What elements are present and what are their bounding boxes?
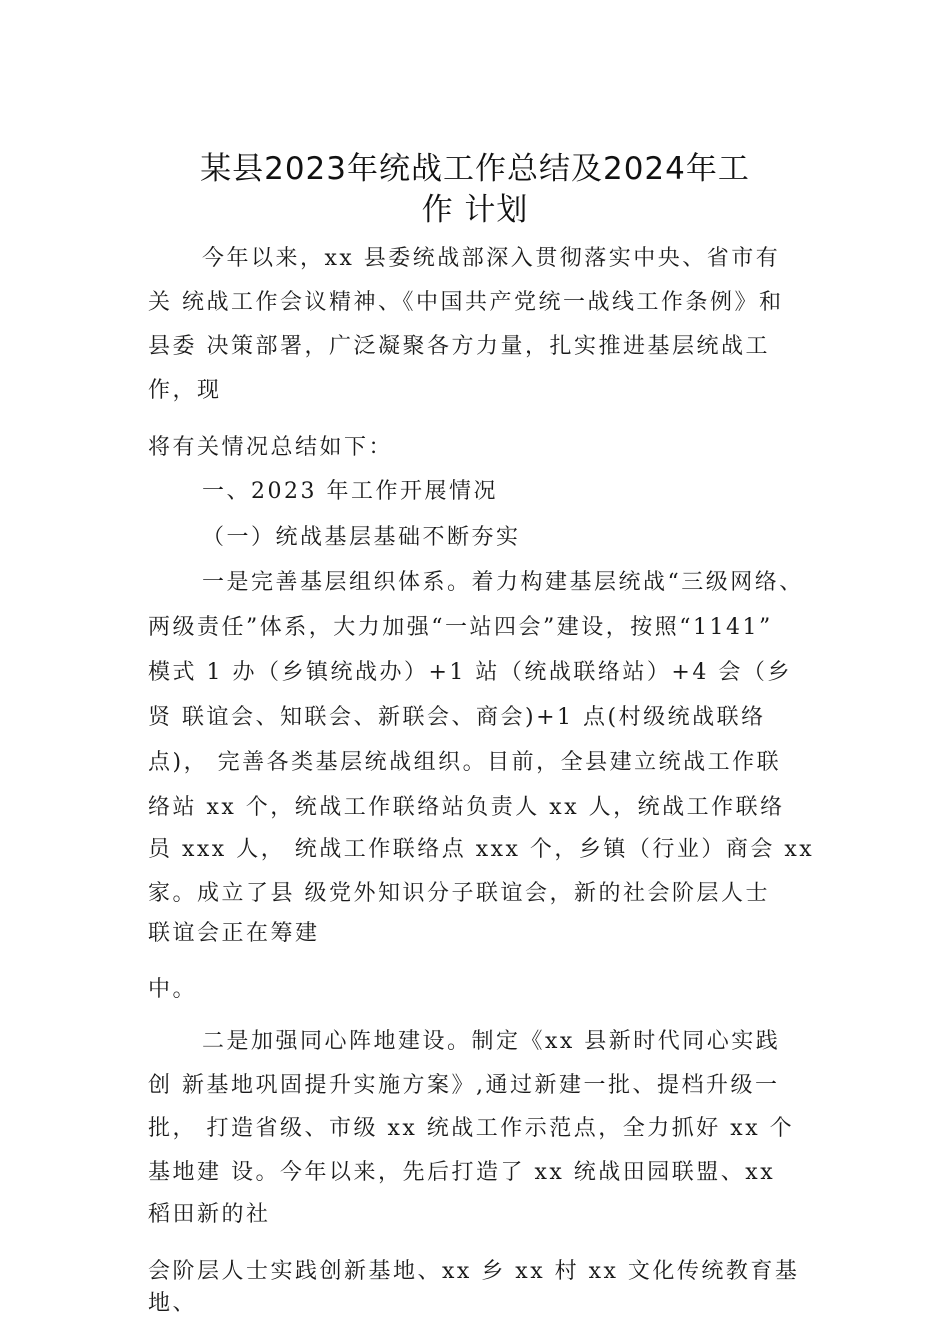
paragraph-line: 联谊会正在筹建 (148, 921, 320, 946)
paragraph-line: 将有关情况总结如下： (148, 435, 394, 460)
section-heading: 一、2023 年工作开展情况 (202, 479, 498, 504)
paragraph-line: 家。成立了县 级党外知识分子联谊会，新的社会阶层人士 (148, 881, 770, 906)
paragraph-line: 作，现 (148, 378, 222, 403)
paragraph-line: 地、 (148, 1291, 198, 1316)
paragraph-line: 中。 (148, 977, 198, 1002)
paragraph-line: 关 统战工作会议精神、《中国共产党统一战线工作条例》和 (148, 290, 784, 315)
paragraph-line: 会阶层人士实践创新基地、xx 乡 xx 村 xx 文化传统教育基 (148, 1259, 800, 1284)
paragraph-line: 两级责任”体系，大力加强“一站四会”建设，按照“1141” (148, 615, 773, 640)
paragraph-line: 县委 决策部署，广泛凝聚各方力量，扎实推进基层统战工 (148, 334, 770, 359)
paragraph-line: 点)， 完善各类基层统战组织。目前，全县建立统战工作联 (148, 750, 782, 775)
paragraph-line: 络站 xx 个，统战工作联络站负责人 xx 人，统战工作联络 (148, 795, 785, 820)
document-title-line-1: 某县2023年统战工作总结及2024年工 (200, 151, 750, 187)
paragraph-line: 批， 打造省级、市级 xx 统战工作示范点，全力抓好 xx 个 (148, 1116, 795, 1141)
paragraph-line: 贤 联谊会、知联会、新联会、商会)+1 点(村级统战联络 (148, 705, 766, 730)
paragraph-line: 稻田新的社 (148, 1202, 271, 1227)
paragraph-line: 模式 1 办（乡镇统战办）+1 站（统战联络站）+4 会（乡 (148, 660, 792, 685)
paragraph-line: 一是完善基层组织体系。着力构建基层统战“三级网络、 (202, 570, 804, 595)
document-title-line-2: 作 计划 (421, 192, 529, 228)
paragraph-line: 基地建 设。今年以来，先后打造了 xx 统战田园联盟、xx (148, 1160, 776, 1185)
paragraph-line: 二是加强同心阵地建设。制定《xx 县新时代同心实践 (202, 1029, 781, 1054)
paragraph-line: 创 新基地巩固提升实施方案》,通过新建一批、提档升级一 (148, 1073, 780, 1098)
paragraph-line: 今年以来，xx 县委统战部深入贯彻落实中央、省市有 (202, 246, 781, 271)
paragraph-line: 员 xxx 人， 统战工作联络点 xxx 个，乡镇（行业）商会 xx (148, 837, 815, 862)
subsection-heading: （一）统战基层基础不断夯实 (202, 525, 521, 550)
